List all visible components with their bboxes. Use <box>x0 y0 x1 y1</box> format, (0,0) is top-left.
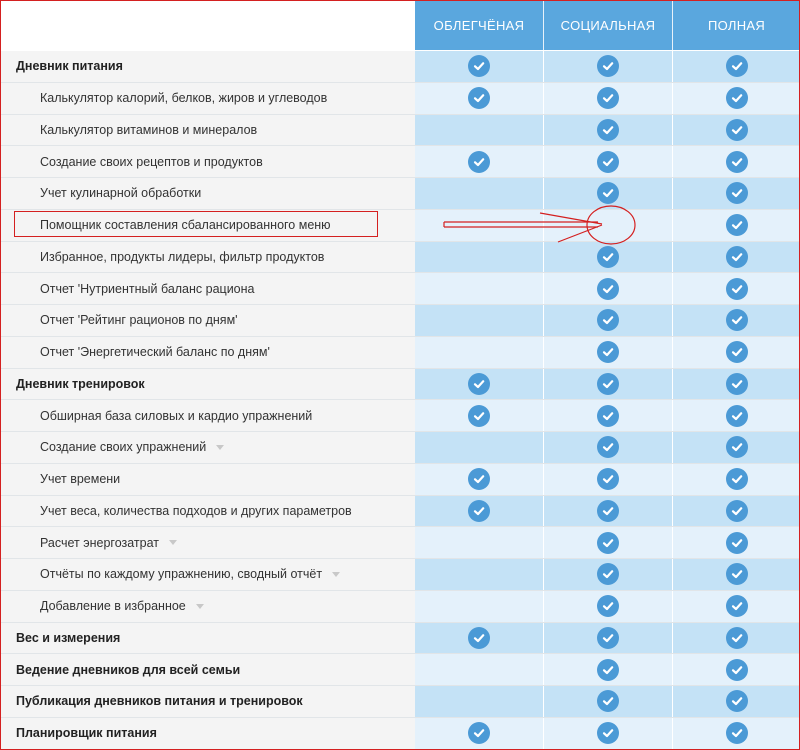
row-label-text: Вес и измерения <box>16 630 121 645</box>
row-label-text: Калькулятор калорий, белков, жиров и углеводов <box>40 91 328 106</box>
row-label-text: Публикация дневников питания и тренировок <box>16 694 303 709</box>
row-label-text: Отчет 'Рейтинг рационов по дням' <box>40 313 238 328</box>
row-label-text: Создание своих рецептов и продуктов <box>40 154 263 169</box>
row-label-text: Планировщик питания <box>16 726 157 741</box>
row-label-text: Учет времени <box>40 472 121 487</box>
row-label-text: Калькулятор витаминов и минералов <box>40 122 258 137</box>
row-label-text: Расчет энергозатрат <box>40 535 160 550</box>
row-label-text: Обширная база силовых и кардио упражнений <box>40 408 313 423</box>
plan-column-light: ОБЛЕГЧЁНАЯ <box>415 0 543 50</box>
row-label-text: Учет веса, количества подходов и других параметров <box>40 503 352 518</box>
row-label-text: Ведение дневников для всей семьи <box>16 662 241 677</box>
row-label-text: Создание своих упражнений <box>40 440 207 455</box>
plan-column-social: СОЦИАЛЬНАЯ <box>544 0 672 50</box>
row-label-text: Учет кулинарной обработки <box>40 186 202 201</box>
row-label-text: Избранное, продукты лидеры, фильтр продуктов <box>40 249 325 264</box>
row-label-text: Добавление в избранное <box>40 599 186 614</box>
plan-column-full: ПОЛНАЯ <box>673 0 800 50</box>
row-label-text: Отчёты по каждому упражнению, сводный отчёт <box>40 567 323 582</box>
row-label-text: Помощник составления сбалансированного меню <box>40 218 331 233</box>
row-label-text: Отчет 'Энергетический баланс по дням' <box>40 345 270 360</box>
row-label-text: Дневник питания <box>16 59 123 74</box>
row-label-text: Отчет 'Нутриентный баланс рациона <box>40 281 255 296</box>
row-label-text: Дневник тренировок <box>16 376 145 391</box>
